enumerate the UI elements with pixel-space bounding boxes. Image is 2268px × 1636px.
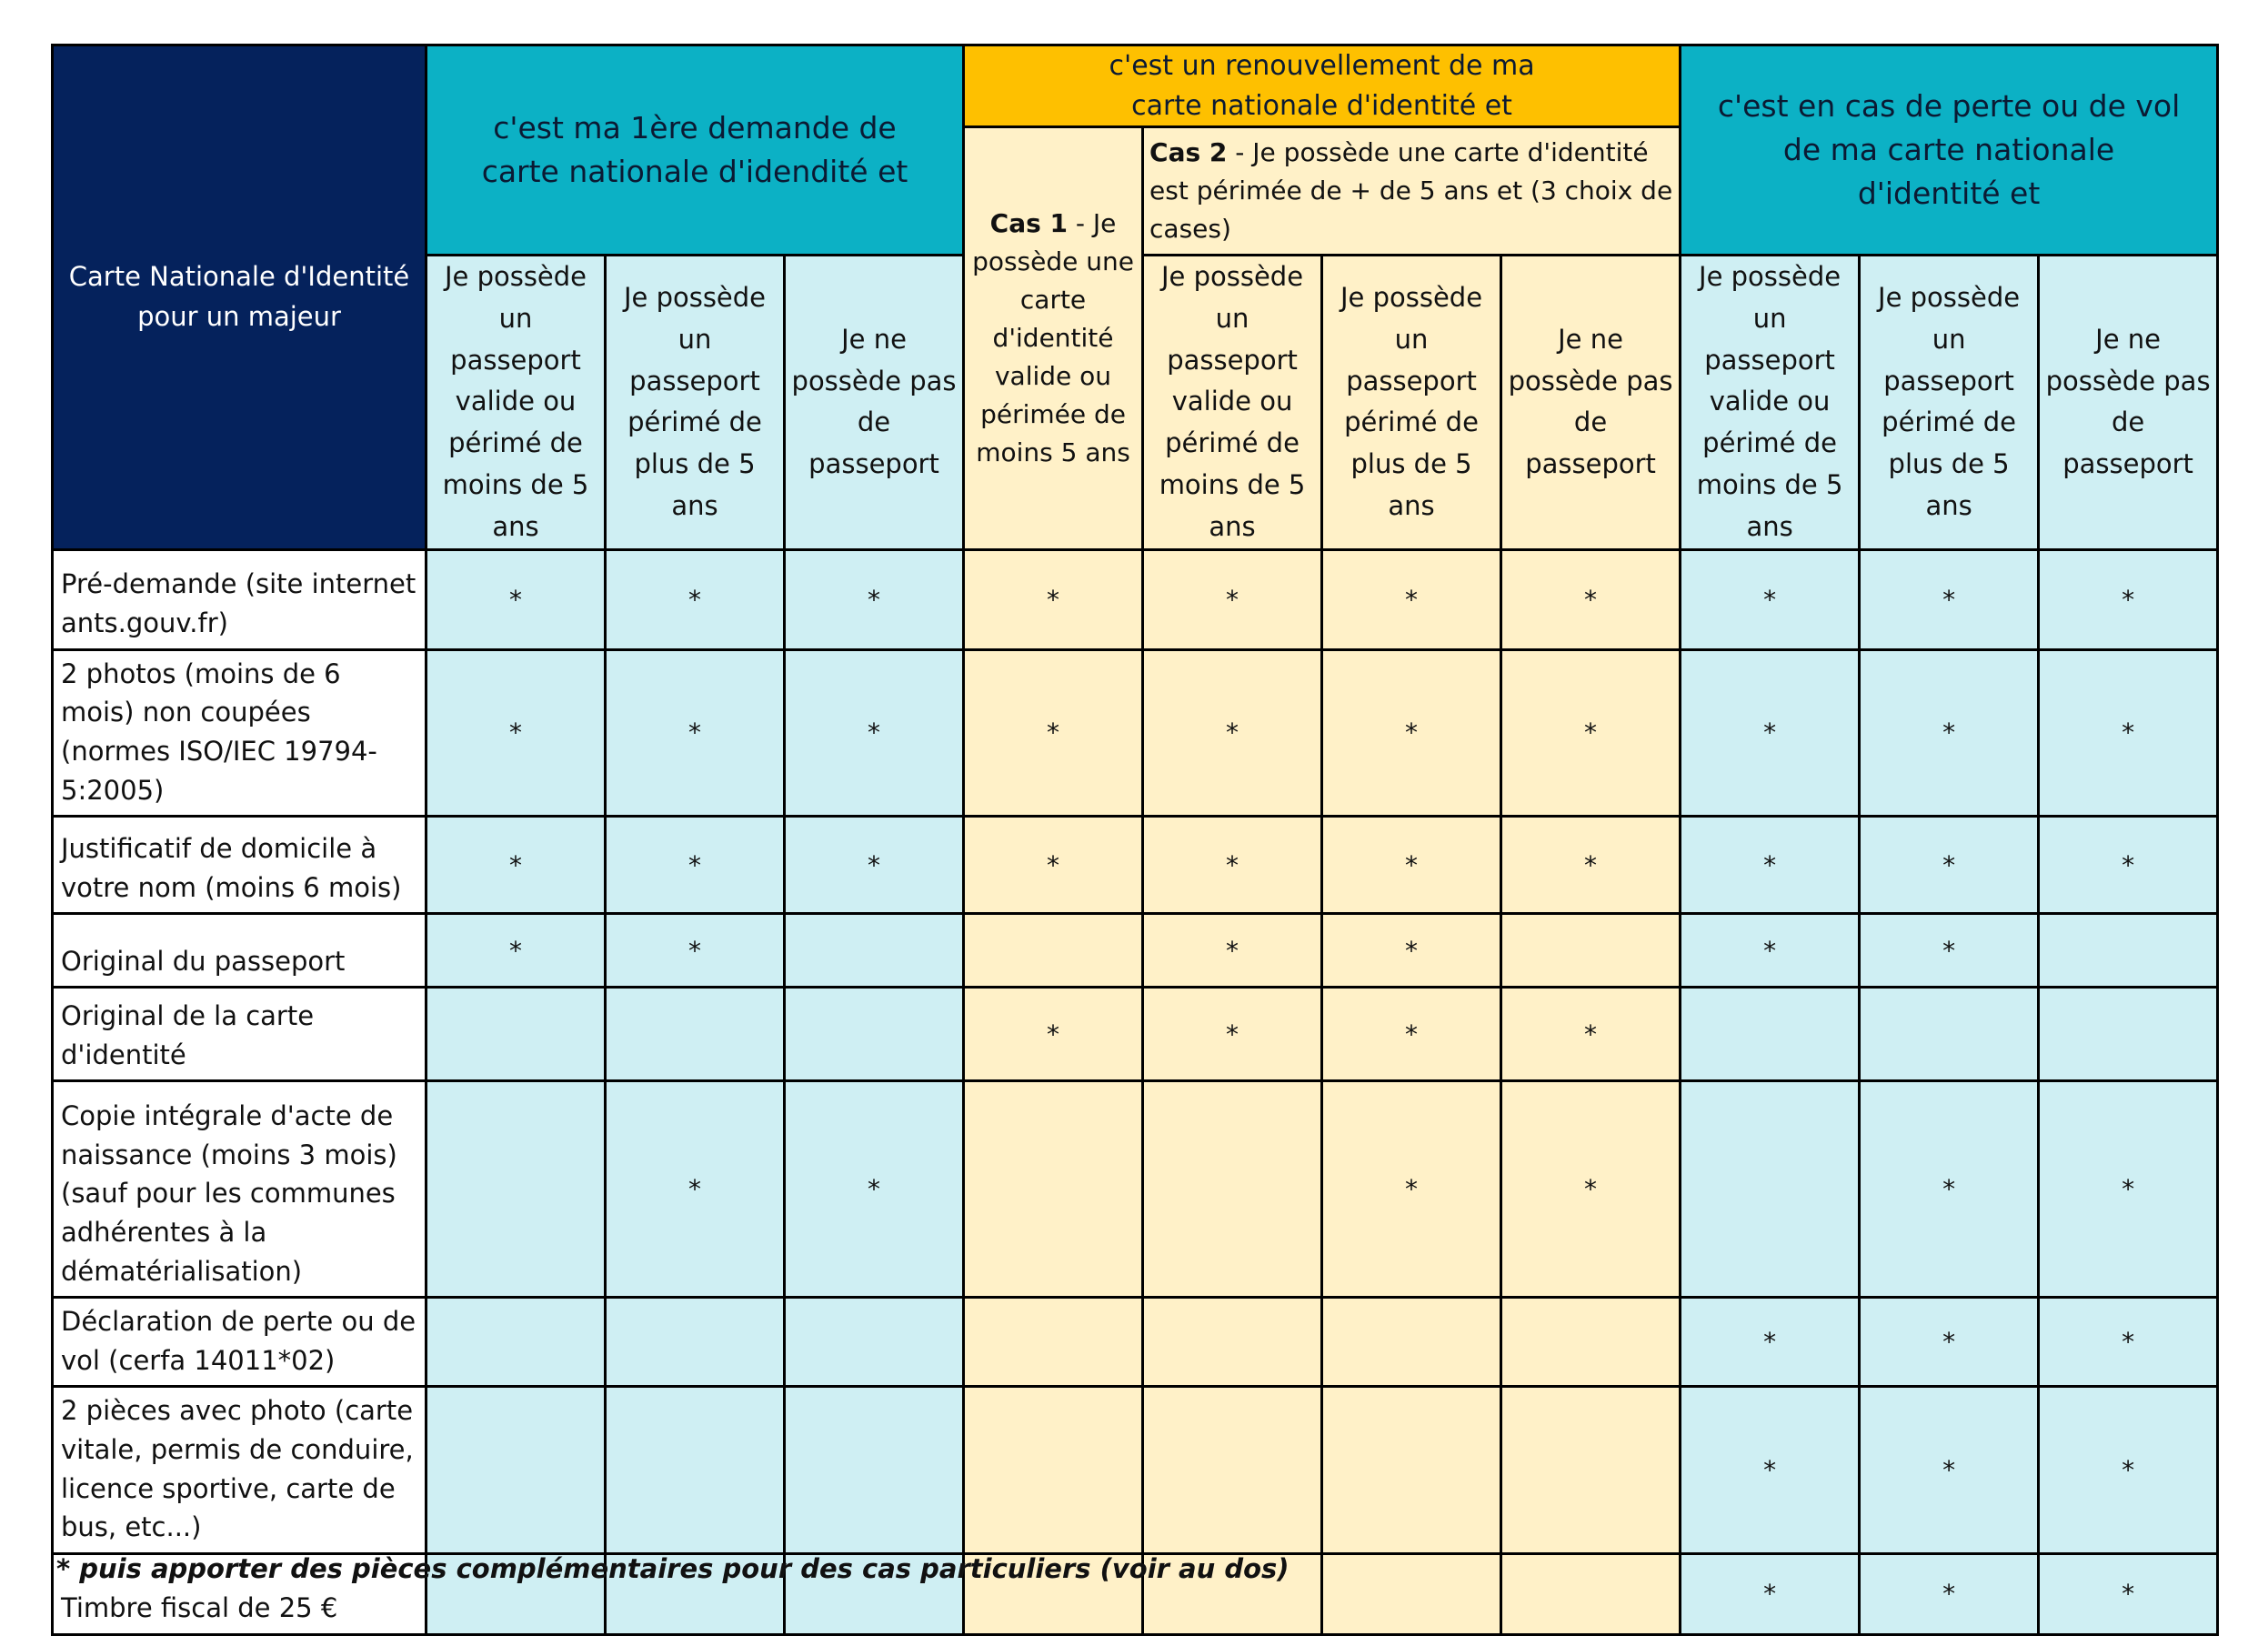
mark-cell: * — [2039, 1081, 2218, 1298]
mark-cell: * — [1322, 817, 1501, 914]
cas1-label: Cas 1 — [989, 207, 1068, 238]
mark-cell — [964, 1081, 1143, 1298]
mark-cell: * — [1322, 988, 1501, 1081]
mark-cell — [1681, 1081, 1860, 1298]
group-renewal-title: c'est un renouvellement de ma carte nationale d'identité et — [1109, 50, 1535, 122]
row-label: Justificatif de domicile à votre nom (moins 6 mois) — [53, 817, 427, 914]
mark-cell — [785, 1387, 964, 1554]
group-first-request — [427, 45, 964, 256]
mark-cell: * — [1860, 1298, 2039, 1387]
mark-cell — [1143, 1298, 1322, 1387]
table-row — [53, 988, 2218, 1081]
mark-cell: * — [2039, 1553, 2218, 1634]
row-label: 2 pièces avec photo (carte vitale, permis de conduire, licence sportive, carte de bus, etc...) — [53, 1387, 427, 1554]
mark-cell: * — [606, 549, 785, 649]
mark-cell: * — [1501, 988, 1681, 1081]
mark-cell: * — [1860, 549, 2039, 649]
mark-cell: * — [606, 914, 785, 988]
table-row — [53, 549, 2218, 649]
mark-cell — [1501, 1387, 1681, 1554]
mark-cell — [1860, 988, 2039, 1081]
mark-cell: * — [1681, 817, 1860, 914]
mark-cell: * — [2039, 1387, 2218, 1554]
mark-cell: * — [785, 1081, 964, 1298]
mark-cell: * — [1681, 1298, 1860, 1387]
mark-cell: * — [1860, 1081, 2039, 1298]
mark-cell — [1681, 988, 1860, 1081]
mark-cell: * — [1860, 817, 2039, 914]
table-row — [53, 817, 2218, 914]
subheader-loss-valid-passport: Je possède un passeport valide ou périmé de moins de 5 ans — [1681, 256, 1860, 550]
cas2-text: - Je possède une carte d'identité est périmée de + de 5 ans et (3 choix de cases) — [1149, 137, 1673, 244]
mark-cell: * — [1501, 817, 1681, 914]
group-loss-theft-title: c'est en cas de perte ou de vol de ma carte nationale d'identité et — [1717, 88, 2181, 211]
group-loss-theft — [1681, 45, 2218, 256]
mark-cell — [1501, 1298, 1681, 1387]
mark-cell: * — [1860, 1553, 2039, 1634]
row-label: Copie intégrale d'acte de naissance (moins 3 mois) (sauf pour les communes adhérentes à la dématérialisation) — [53, 1081, 427, 1298]
mark-cell: * — [964, 988, 1143, 1081]
group-renewal — [964, 45, 1681, 127]
mark-cell — [1143, 1081, 1322, 1298]
mark-cell — [2039, 988, 2218, 1081]
mark-cell: * — [1501, 649, 1681, 817]
mark-cell: * — [1322, 549, 1501, 649]
mark-cell: * — [1681, 1387, 1860, 1554]
mark-cell — [606, 1387, 785, 1554]
row-label: 2 photos (moins de 6 mois) non coupées (normes ISO/IEC 19794-5:2005) — [53, 649, 427, 817]
mark-cell: * — [785, 649, 964, 817]
mark-cell: * — [427, 914, 606, 988]
subheader-first-valid-passport: Je possède un passeport valide ou périmé de moins de 5 ans — [427, 256, 606, 550]
mark-cell: * — [1143, 549, 1322, 649]
mark-cell — [427, 988, 606, 1081]
mark-cell: * — [606, 649, 785, 817]
mark-cell — [785, 914, 964, 988]
mark-cell: * — [785, 549, 964, 649]
row-label: Déclaration de perte ou de vol (cerfa 14011*02) — [53, 1298, 427, 1387]
mark-cell: * — [1322, 1081, 1501, 1298]
mark-cell — [964, 1298, 1143, 1387]
mark-cell: * — [785, 817, 964, 914]
subheader-renewal-valid-passport: Je possède un passeport valide ou périmé de moins de 5 ans — [1143, 256, 1322, 550]
subheader-first-expired-passport: Je possède un passeport périmé de plus de 5 ans — [606, 256, 785, 550]
mark-cell: * — [964, 649, 1143, 817]
mark-cell — [785, 1298, 964, 1387]
mark-cell: * — [606, 817, 785, 914]
mark-cell — [785, 988, 964, 1081]
table-row — [53, 1298, 2218, 1387]
mark-cell: * — [1143, 649, 1322, 817]
mark-cell: * — [1143, 817, 1322, 914]
mark-cell — [1501, 1553, 1681, 1634]
corner-title: Carte Nationale d'Identité pour un majeur — [68, 261, 410, 332]
mark-cell — [427, 1298, 606, 1387]
corner-title-cell — [53, 45, 427, 550]
mark-cell — [1322, 1553, 1501, 1634]
mark-cell: * — [2039, 817, 2218, 914]
mark-cell: * — [427, 817, 606, 914]
mark-cell — [1501, 914, 1681, 988]
row-label: Original du passeport — [53, 914, 427, 988]
mark-cell: * — [1501, 549, 1681, 649]
cas1-header — [964, 127, 1143, 550]
mark-cell: * — [1860, 1387, 2039, 1554]
mark-cell — [427, 1387, 606, 1554]
cas2-header — [1143, 127, 1681, 256]
mark-cell: * — [1860, 649, 2039, 817]
mark-cell: * — [1322, 914, 1501, 988]
mark-cell: * — [2039, 1298, 2218, 1387]
mark-cell — [606, 988, 785, 1081]
cas1-text: - Je possède une carte d'identité valide ou périmée de moins 5 ans — [972, 207, 1134, 467]
row-label: Pré-demande (site internet ants.gouv.fr) — [53, 549, 427, 649]
mark-cell — [1143, 1387, 1322, 1554]
mark-cell: * — [2039, 649, 2218, 817]
row-label: Timbre fiscal de 25 € — [53, 1553, 427, 1634]
footnote: * puis apporter des pièces complémentaires pour des cas particuliers (voir au dos) — [56, 1553, 1290, 1584]
table-row — [53, 914, 2218, 988]
mark-cell — [427, 1081, 606, 1298]
mark-cell: * — [1143, 914, 1322, 988]
cas2-label: Cas 2 — [1149, 137, 1228, 167]
row-label: Original de la carte d'identité — [53, 988, 427, 1081]
mark-cell: * — [1143, 988, 1322, 1081]
mark-cell: * — [1501, 1081, 1681, 1298]
table-row — [53, 1081, 2218, 1298]
mark-cell — [1322, 1298, 1501, 1387]
mark-cell: * — [427, 649, 606, 817]
mark-cell — [1322, 1387, 1501, 1554]
mark-cell: * — [964, 549, 1143, 649]
mark-cell — [606, 1298, 785, 1387]
mark-cell: * — [1322, 649, 1501, 817]
subheader-renewal-no-passport: Je ne possède pas de passeport — [1501, 256, 1681, 550]
mark-cell: * — [427, 549, 606, 649]
mark-cell: * — [1860, 914, 2039, 988]
mark-cell — [964, 1387, 1143, 1554]
subheader-loss-no-passport: Je ne possède pas de passeport — [2039, 256, 2218, 550]
subheader-first-no-passport: Je ne possède pas de passeport — [785, 256, 964, 550]
subheader-renewal-expired-passport: Je possède un passeport périmé de plus de 5 ans — [1322, 256, 1501, 550]
mark-cell: * — [1681, 1553, 1860, 1634]
table-row — [53, 649, 2218, 817]
mark-cell: * — [2039, 549, 2218, 649]
mark-cell: * — [1681, 649, 1860, 817]
group-first-request-title: c'est ma 1ère demande de carte nationale d'idendité et — [481, 110, 908, 189]
requirements-table — [51, 44, 2219, 1636]
mark-cell: * — [964, 817, 1143, 914]
mark-cell — [964, 914, 1143, 988]
mark-cell: * — [1681, 914, 1860, 988]
mark-cell: * — [606, 1081, 785, 1298]
mark-cell — [2039, 914, 2218, 988]
table-row — [53, 1387, 2218, 1554]
mark-cell: * — [1681, 549, 1860, 649]
subheader-loss-expired-passport: Je possède un passeport périmé de plus de 5 ans — [1860, 256, 2039, 550]
